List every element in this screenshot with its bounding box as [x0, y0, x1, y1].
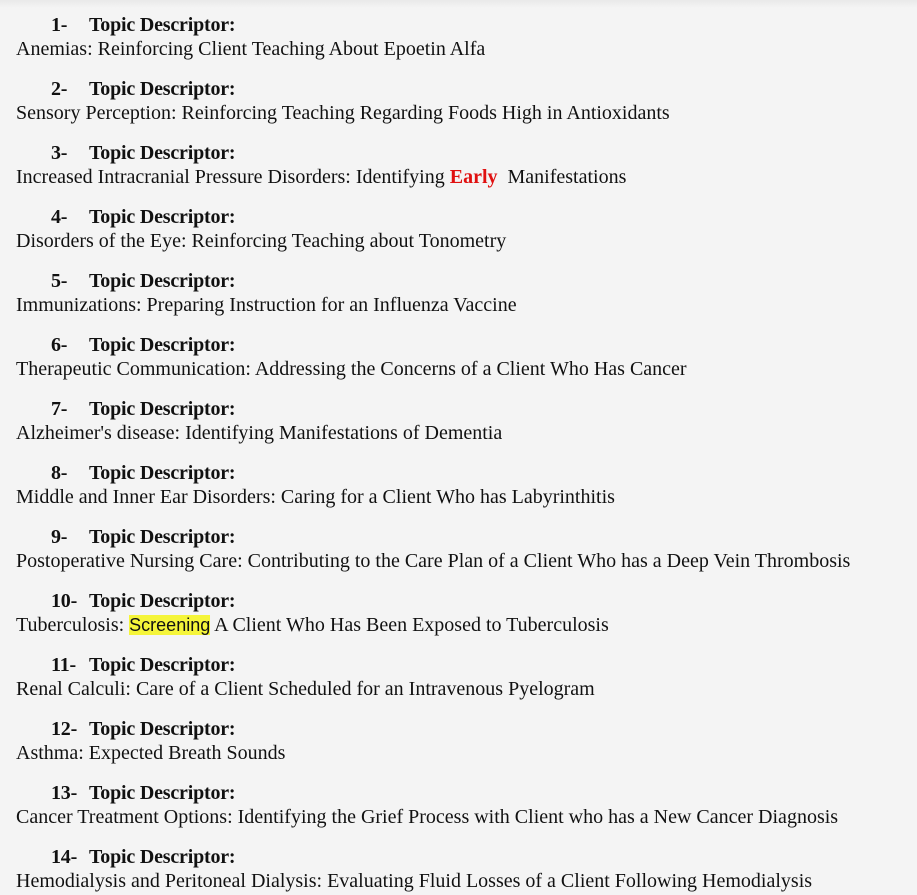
item-heading-label: Topic Descriptor:	[89, 334, 236, 356]
list-item	[0, 76, 917, 140]
item-number: 2-	[51, 78, 68, 100]
topic-descriptor-list	[0, 12, 917, 895]
item-number: 8-	[51, 462, 68, 484]
topic-text: Therapeutic Communication: Addressing the Concerns of a Client Who Has Cancer	[16, 358, 687, 380]
topic-text: Hemodialysis and Peritoneal Dialysis: Evaluating Fluid Losses of a Client Following Hemodialysis	[16, 870, 813, 892]
topic-text: Sensory Perception: Reinforcing Teaching Regarding Foods High in Antioxidants	[16, 102, 670, 124]
item-number: 10-	[51, 590, 78, 612]
item-heading	[51, 76, 235, 102]
item-heading	[51, 844, 235, 870]
item-heading-label: Topic Descriptor:	[89, 718, 236, 740]
list-item	[0, 588, 917, 652]
item-heading-label: Topic Descriptor:	[89, 78, 236, 100]
topic-text-before: Increased Intracranial Pressure Disorders: Identifying	[16, 166, 450, 188]
topic-text: Postoperative Nursing Care: Contributing to the Care Plan of a Client Who has a Deep Vein Thrombosis	[16, 550, 851, 572]
topic-text	[16, 164, 626, 190]
item-heading	[51, 140, 235, 166]
item-number: 4-	[51, 206, 68, 228]
topic-text-after: Manifestations	[497, 166, 627, 188]
item-number: 1-	[51, 14, 68, 36]
item-heading-label: Topic Descriptor:	[89, 654, 236, 676]
topic-text-after: A Client Who Has Been Exposed to Tuberculosis	[210, 614, 609, 636]
item-heading-label: Topic Descriptor:	[89, 142, 236, 164]
item-heading	[51, 268, 235, 294]
topic-text: Disorders of the Eye: Reinforcing Teaching about Tonometry	[16, 230, 507, 252]
topic-text: Renal Calculi: Care of a Client Scheduled for an Intravenous Pyelogram	[16, 678, 595, 700]
list-item	[0, 396, 917, 460]
item-number: 13-	[51, 782, 78, 804]
item-number: 11-	[51, 654, 76, 676]
item-heading-label: Topic Descriptor:	[89, 462, 236, 484]
item-heading	[51, 12, 235, 38]
list-item	[0, 12, 917, 76]
list-item	[0, 140, 917, 204]
emphasis-early: Early	[449, 166, 498, 188]
item-heading-label: Topic Descriptor:	[89, 206, 236, 228]
topic-text-before: Tuberculosis:	[16, 614, 130, 636]
item-heading	[51, 716, 235, 742]
list-item	[0, 524, 917, 588]
list-item	[0, 780, 917, 844]
item-number: 12-	[51, 718, 78, 740]
topic-text	[16, 612, 609, 638]
highlighted-screening: Screening	[129, 615, 211, 635]
item-heading-label: Topic Descriptor:	[89, 14, 236, 36]
item-heading	[51, 588, 235, 614]
item-heading-label: Topic Descriptor:	[89, 782, 236, 804]
list-item	[0, 204, 917, 268]
item-heading-label: Topic Descriptor:	[89, 270, 236, 292]
topic-text: Anemias: Reinforcing Client Teaching About Epoetin Alfa	[16, 38, 486, 60]
item-number: 6-	[51, 334, 68, 356]
item-heading	[51, 460, 235, 486]
list-item	[0, 844, 917, 895]
item-number: 14-	[51, 846, 78, 868]
item-heading	[51, 524, 235, 550]
item-number: 5-	[51, 270, 68, 292]
item-number: 3-	[51, 142, 68, 164]
top-edge	[0, 0, 917, 8]
list-item	[0, 268, 917, 332]
item-heading	[51, 780, 235, 806]
item-heading-label: Topic Descriptor:	[89, 398, 236, 420]
item-heading	[51, 332, 235, 358]
topic-text: Immunizations: Preparing Instruction for an Influenza Vaccine	[16, 294, 517, 316]
item-heading-label: Topic Descriptor:	[89, 590, 236, 612]
topic-text: Middle and Inner Ear Disorders: Caring for a Client Who has Labyrinthitis	[16, 486, 615, 508]
item-number: 7-	[51, 398, 68, 420]
topic-text: Asthma: Expected Breath Sounds	[16, 742, 286, 764]
item-heading	[51, 652, 235, 678]
item-heading	[51, 396, 235, 422]
item-number: 9-	[51, 526, 68, 548]
list-item	[0, 652, 917, 716]
item-heading	[51, 204, 235, 230]
item-heading-label: Topic Descriptor:	[89, 846, 236, 868]
list-item	[0, 716, 917, 780]
topic-text: Alzheimer's disease: Identifying Manifestations of Dementia	[16, 422, 503, 444]
item-heading-label: Topic Descriptor:	[89, 526, 236, 548]
list-item	[0, 460, 917, 524]
list-item	[0, 332, 917, 396]
topic-text: Cancer Treatment Options: Identifying the Grief Process with Client who has a New Cancer Diagnosis	[16, 806, 839, 828]
